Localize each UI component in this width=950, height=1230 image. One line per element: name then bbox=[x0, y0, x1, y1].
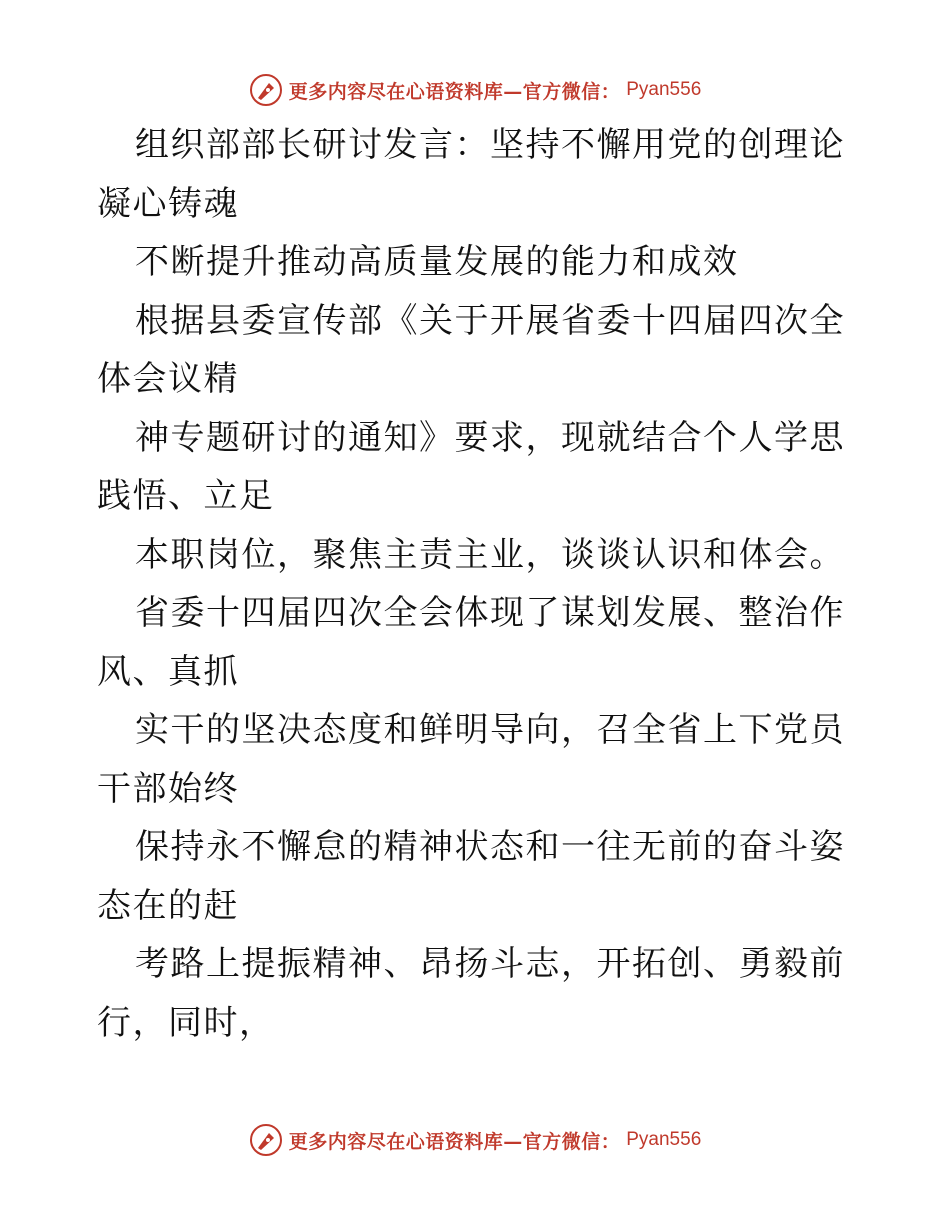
footer-wechat-id: Pyan556 bbox=[626, 1129, 702, 1150]
page-footer-banner bbox=[0, 1120, 950, 1160]
footer-banner-text: 更多内容尽在心语资料库—官方微信： bbox=[288, 1130, 621, 1153]
document-paragraph: 本职岗位，聚焦主责主业，谈谈认识和体会。 bbox=[135, 534, 845, 575]
header-banner-text: 更多内容尽在心语资料库—官方微信： bbox=[288, 80, 621, 103]
document-paragraph: 考路上提振精神、昂扬斗志，开拓创、勇毅前行，同时， bbox=[97, 944, 845, 1043]
document-title-line: 组织部部长研讨发言：坚持不懈用党的创理论凝心铸魂 bbox=[97, 125, 845, 224]
header-wechat-id: Pyan556 bbox=[626, 79, 702, 100]
document-paragraph: 不断提升推动高质量发展的能力和成效 bbox=[135, 242, 739, 282]
document-paragraph: 实干的坚决态度和鲜明导向，召全省上下党员干部始终 bbox=[97, 710, 845, 809]
document-paragraph: 根据县委宣传部《关于开展省委十四届四次全体会议精 bbox=[97, 300, 845, 399]
pen-nib-logo-icon bbox=[249, 73, 283, 107]
page-header-banner bbox=[0, 70, 950, 110]
pen-nib-logo-icon bbox=[249, 1123, 283, 1157]
document-body bbox=[97, 116, 857, 1052]
document-paragraph: 神专题研讨的通知》要求，现就结合个人学思践悟、立足 bbox=[97, 417, 845, 516]
document-paragraph: 省委十四届四次全会体现了谋划发展、整治作风、真抓 bbox=[97, 593, 845, 692]
document-paragraph: 保持永不懈怠的精神状态和一往无前的奋斗姿态在的赶 bbox=[97, 827, 845, 926]
